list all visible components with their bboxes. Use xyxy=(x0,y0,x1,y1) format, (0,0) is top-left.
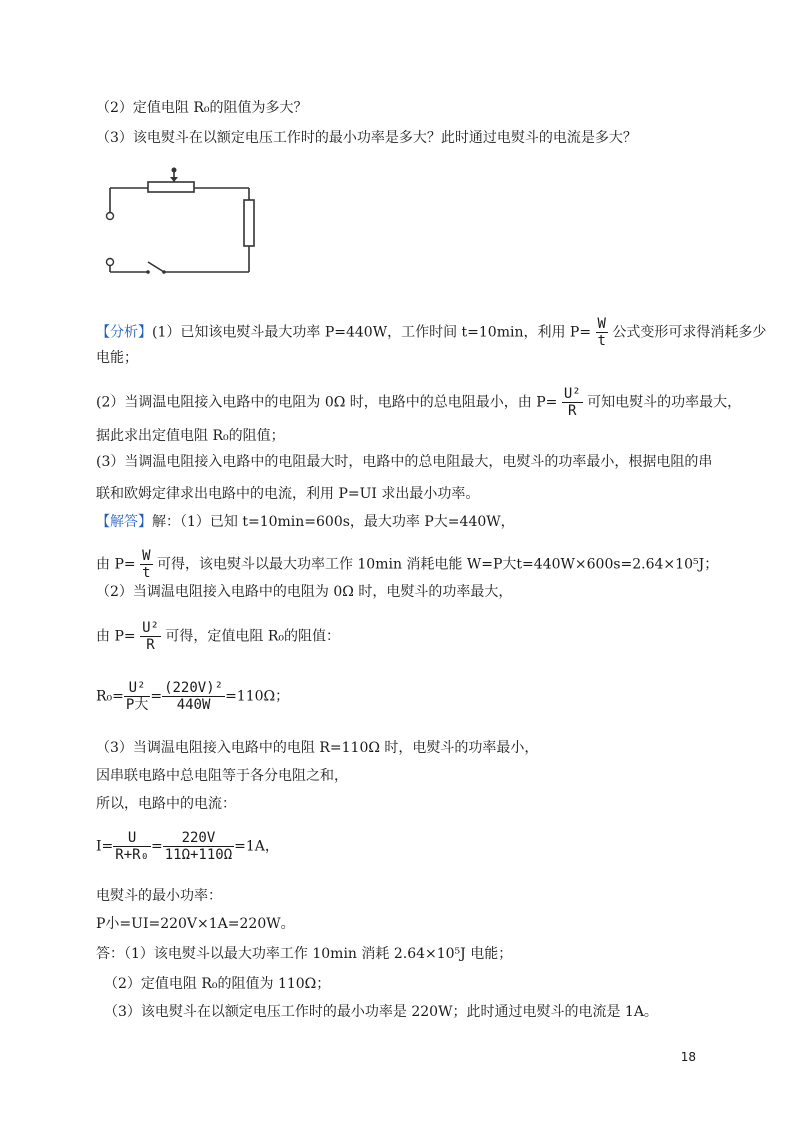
circuit-diagram xyxy=(96,160,276,284)
analysis-tag: 【分析】 xyxy=(96,324,152,341)
answer-line-3: （3）该电熨斗在以额定电压工作时的最小功率是 220W；此时通过电熨斗的电流是 1A。 xyxy=(104,1004,658,1020)
analysis-line-5: (3）当调温电阻接入电路中的电阻最大时，电路中的总电阻最大，电熨斗的功率最小，根据电阻的串 xyxy=(96,454,713,470)
fraction-220-over-sum: $\frac{220V}{11\Omega+110\Omega}$ xyxy=(164,830,233,863)
answer-line-1: 答：（1）该电熨斗以最大功率工作 10min 消耗 2.64×10⁵J 电能； xyxy=(96,946,513,962)
solution-line-2: 由 P= $\frac{W}{t}$ 可得，该电熨斗以最大功率工作 10min 消耗电能 W=P大t=440W×600s=2.64×10⁵J； xyxy=(96,548,719,581)
solution-line-7: 所以，电路中的电流： xyxy=(96,796,236,812)
fraction-220sq-over-440: $\frac{\text{(220V)²}}{440W}$ xyxy=(164,680,224,713)
solution-line-5: （3）当调温电阻接入电路中的电阻 R=110Ω 时，电熨斗的功率最小， xyxy=(96,740,539,756)
answer-line-2: （2）定值电阻 R₀的阻值为 110Ω； xyxy=(104,976,331,992)
solution-line-9: P小=UI=220V×1A=220W。 xyxy=(96,916,295,932)
solution-line-3: （2）当调温电阻接入电路中的电阻为 0Ω 时，电熨斗的功率最大， xyxy=(96,584,513,600)
fraction-U2-over-Pbig: $\frac{\text{U²}}{\text{P大}}$ xyxy=(125,680,149,713)
analysis-line-4: 据此求出定值电阻 R₀的阻值； xyxy=(96,428,285,444)
solution-line-1: 【解答】解：（1）已知 t=10min=600s，最大功率 P大=440W， xyxy=(96,514,515,530)
fraction-U-over-RR0: $\frac{U}{\text{R+R₀}}$ xyxy=(115,830,149,863)
solution-line-8: 电熨斗的最小功率： xyxy=(96,888,222,904)
solution-line-4: 由 P= $\frac{\text{U²}}{R}$ 可得，定值电阻 R₀的阻值： xyxy=(96,620,340,653)
fraction-W-over-t-2: $\frac{W}{t}$ xyxy=(142,548,151,581)
analysis-line-1: 【分析】(1）已知该电熨斗最大功率 P=440W，工作时间 t=10min，利用 P= $\frac{W}{t}$ 公式变形可求得消耗多少 xyxy=(96,316,767,349)
solution-line-6: 因串联电路中总电阻等于各分电阻之和， xyxy=(96,768,348,784)
fraction-W-over-t: $\frac{W}{t}$ xyxy=(597,316,606,349)
analysis-line-6: 联和欧姆定律求出电路中的电流，利用 P=UI 求出最小功率。 xyxy=(96,486,480,502)
analysis-line-3: (2）当调温电阻接入电路中的电阻为 0Ω 时，电路中的总电阻最小，由 P= $\frac{\text{U²}}{R}$ 可知电熨斗的功率最大， xyxy=(96,386,742,419)
question-2: （2）定值电阻 R₀的阻值为多大？ xyxy=(96,100,308,116)
analysis-line-2: 电能； xyxy=(96,350,138,366)
fraction-U2-over-R-2: $\frac{\text{U²}}{R}$ xyxy=(142,620,159,653)
page-number: 18 xyxy=(680,1050,696,1064)
r0-equation: R₀= $\frac{\text{U²}}{\text{P大}}$ = $\frac{\text{(220V)²}}{440W}$ =110Ω； xyxy=(96,680,290,713)
question-3: （3）该电熨斗在以额定电压工作时的最小功率是多大？此时通过电熨斗的电流是多大？ xyxy=(96,130,637,146)
solution-tag: 【解答】 xyxy=(96,514,152,530)
fraction-U2-over-R: $\frac{\text{U²}}{R}$ xyxy=(563,386,581,419)
current-equation: I= $\frac{U}{\text{R+R₀}}$ = $\frac{220V}{11\Omega+110\Omega}$ =1A， xyxy=(96,830,279,863)
